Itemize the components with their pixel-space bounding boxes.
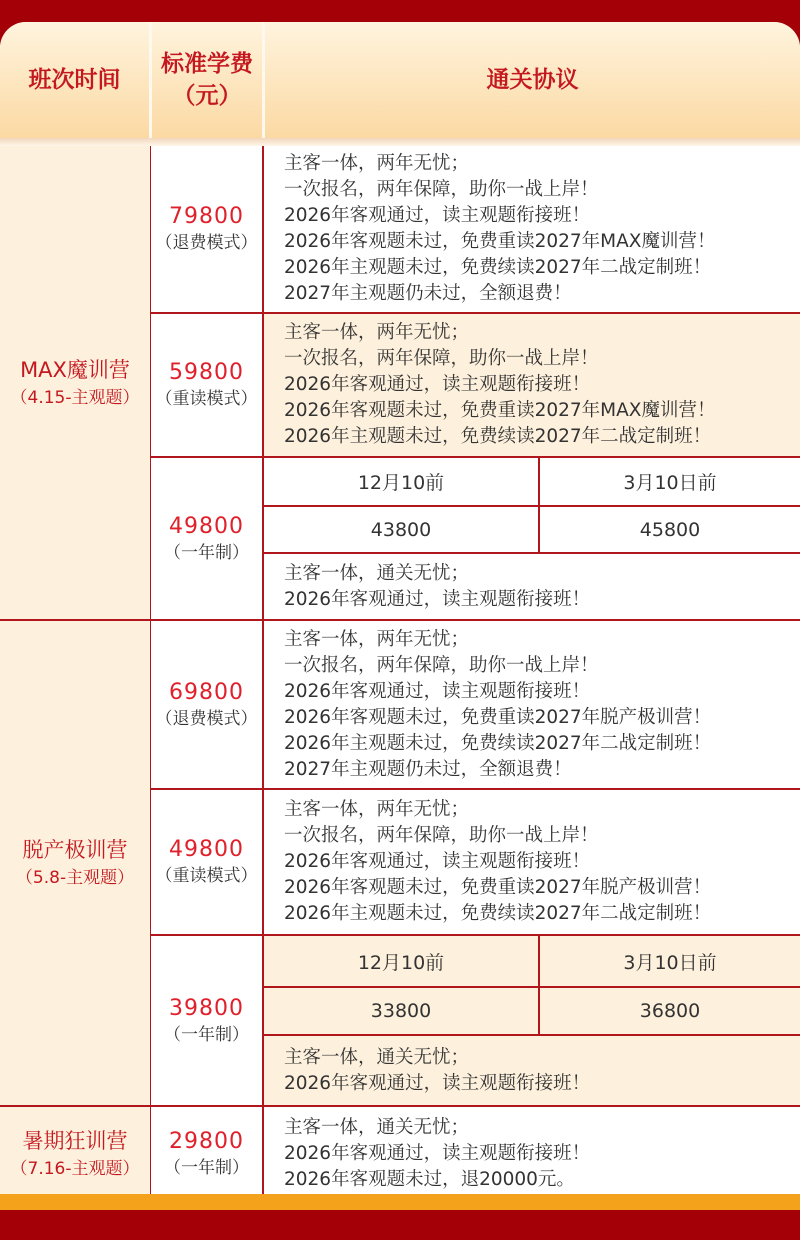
grid-line: [264, 986, 800, 988]
grid-line: [264, 552, 800, 554]
agreement-cell: [264, 146, 800, 312]
early-bird-price: 43800: [264, 507, 538, 552]
agreement-line: 主客一体，两年无忧；: [284, 799, 470, 820]
camp-cell-max: [0, 146, 150, 619]
price-cell: [151, 458, 262, 619]
header-standard-fee: 标准学费 （元）: [152, 22, 262, 138]
agreement-line: 2026年客观题未过，退20000元。: [284, 1168, 575, 1190]
price-cell: [151, 936, 262, 1105]
grid-line: [150, 146, 151, 1200]
price-mode: （一年制）: [164, 542, 249, 563]
grid-line: [264, 505, 800, 507]
agreement-line: 主客一体，通关无忧；: [284, 562, 470, 584]
price-mode: （一年制）: [164, 1024, 249, 1045]
early-bird-price: 33800: [264, 988, 538, 1034]
agreement-line: 2026年客观题未过，免费重读2027年MAX魔训营！: [284, 400, 716, 421]
early-bird-header: 12月10前: [264, 936, 538, 986]
camp-name: 脱产极训营: [22, 838, 128, 862]
agreement-line: 主客一体，通关无忧；: [284, 1116, 470, 1138]
agreement-line: 一次报名，两年保障，助你一战上岸！: [284, 179, 599, 200]
grid-line: [150, 312, 800, 314]
price-cell: [151, 314, 262, 456]
agreement-line: 2026年客观通过，读主观题衔接班！: [284, 680, 591, 702]
agreement-line: 主客一体，两年无忧；: [284, 628, 470, 650]
price-cell: [151, 621, 262, 788]
early-bird-header: 3月10日前: [540, 458, 800, 505]
price-mode: （退费模式）: [155, 233, 258, 253]
price-amount: 29800: [169, 1128, 244, 1154]
price-amount: 59800: [169, 360, 244, 385]
agreement-line: 主客一体，两年无忧；: [284, 153, 470, 174]
grid-line: [262, 146, 264, 1200]
price-mode: （一年制）: [164, 1157, 249, 1178]
agreement-line: 2026年客观题未过，免费重读2027年脱产极训营！: [284, 877, 712, 898]
agreement-line: 2026年主观题未过，免费续读2027年二战定制班！: [284, 257, 712, 278]
agreement-cell: [264, 790, 800, 934]
agreement-line: 2026年客观题未过，免费重读2027年脱产极训营！: [284, 706, 712, 728]
price-amount: 39800: [169, 995, 244, 1021]
camp-start: （7.16-主观题）: [10, 1158, 140, 1179]
camp-name: MAX魔训营: [20, 357, 130, 382]
early-bird-header: 3月10日前: [540, 936, 800, 986]
pricing-table: [0, 22, 800, 1200]
early-bird-price: 45800: [540, 507, 800, 552]
grid-line: [150, 456, 800, 458]
price-amount: 49800: [169, 513, 244, 539]
agreement-line: 2026年客观通过，读主观题衔接班！: [284, 205, 591, 226]
agreement-cell: [264, 621, 800, 788]
agreement-line: 一次报名，两年保障，助你一战上岸！: [284, 348, 599, 369]
agreement-cell: [264, 554, 800, 619]
header-shadow: [0, 138, 800, 146]
grid-line: [264, 1034, 800, 1036]
agreement-line: 一次报名，两年保障，助你一战上岸！: [284, 654, 599, 676]
price-amount: 69800: [169, 679, 244, 705]
price-mode: （重读模式）: [155, 866, 258, 886]
agreement-line: 2026年客观题未过，免费重读2027年MAX魔训营！: [284, 231, 716, 252]
price-mode: （退费模式）: [155, 708, 258, 729]
agreement-line: 2026年客观通过，读主观题衔接班！: [284, 374, 591, 395]
camp-cell-fulltime: [0, 621, 150, 1105]
agreement-line: 2027年主观题仍未过，全额退费！: [284, 283, 572, 304]
agreement-cell: [264, 1036, 800, 1105]
agreement-line: 2027年主观题仍未过，全额退费！: [284, 758, 572, 780]
camp-start: （5.8-主观题）: [15, 868, 135, 888]
header-agreement: 通关协议: [265, 22, 800, 138]
camp-cell-summer: [0, 1107, 150, 1200]
agreement-line: 2026年主观题未过，免费续读2027年二战定制班！: [284, 903, 712, 924]
agreement-line: 2026年客观通过，读主观题衔接班！: [284, 1072, 591, 1094]
agreement-line: 2026年主观题未过，免费续读2027年二战定制班！: [284, 732, 712, 754]
agreement-line: 2026年客观通过，读主观题衔接班！: [284, 851, 591, 872]
agreement-cell: [264, 314, 800, 456]
grid-line: [150, 788, 800, 790]
price-amount: 49800: [169, 837, 244, 862]
grid-line: [538, 458, 540, 552]
price-mode: （重读模式）: [155, 389, 258, 409]
price-amount: 79800: [169, 204, 244, 229]
price-cell: [151, 790, 262, 934]
agreement-line: 主客一体，两年无忧；: [284, 322, 470, 343]
bottom-accent-bar: [0, 1194, 800, 1210]
table-body: [0, 22, 800, 1200]
early-bird-price: 36800: [540, 988, 800, 1034]
header-class-time: 班次时间: [0, 22, 149, 138]
grid-line: [0, 1105, 800, 1107]
agreement-line: 2026年客观通过，读主观题衔接班！: [284, 588, 591, 610]
early-bird-header: 12月10前: [264, 458, 538, 505]
grid-line: [538, 936, 540, 1034]
agreement-line: 2026年主观题未过，免费续读2027年二战定制班！: [284, 426, 712, 447]
agreement-line: 主客一体，通关无忧；: [284, 1046, 470, 1068]
camp-name: 暑期狂训营: [22, 1128, 128, 1153]
agreement-cell: [264, 1107, 800, 1200]
price-cell: [151, 1107, 262, 1200]
grid-line: [0, 619, 800, 621]
agreement-line: 2026年客观通过，读主观题衔接班！: [284, 1142, 591, 1164]
camp-start: （4.15-主观题）: [10, 387, 140, 408]
agreement-line: 一次报名，两年保障，助你一战上岸！: [284, 825, 599, 846]
price-cell: [151, 146, 262, 312]
grid-line: [150, 934, 800, 936]
